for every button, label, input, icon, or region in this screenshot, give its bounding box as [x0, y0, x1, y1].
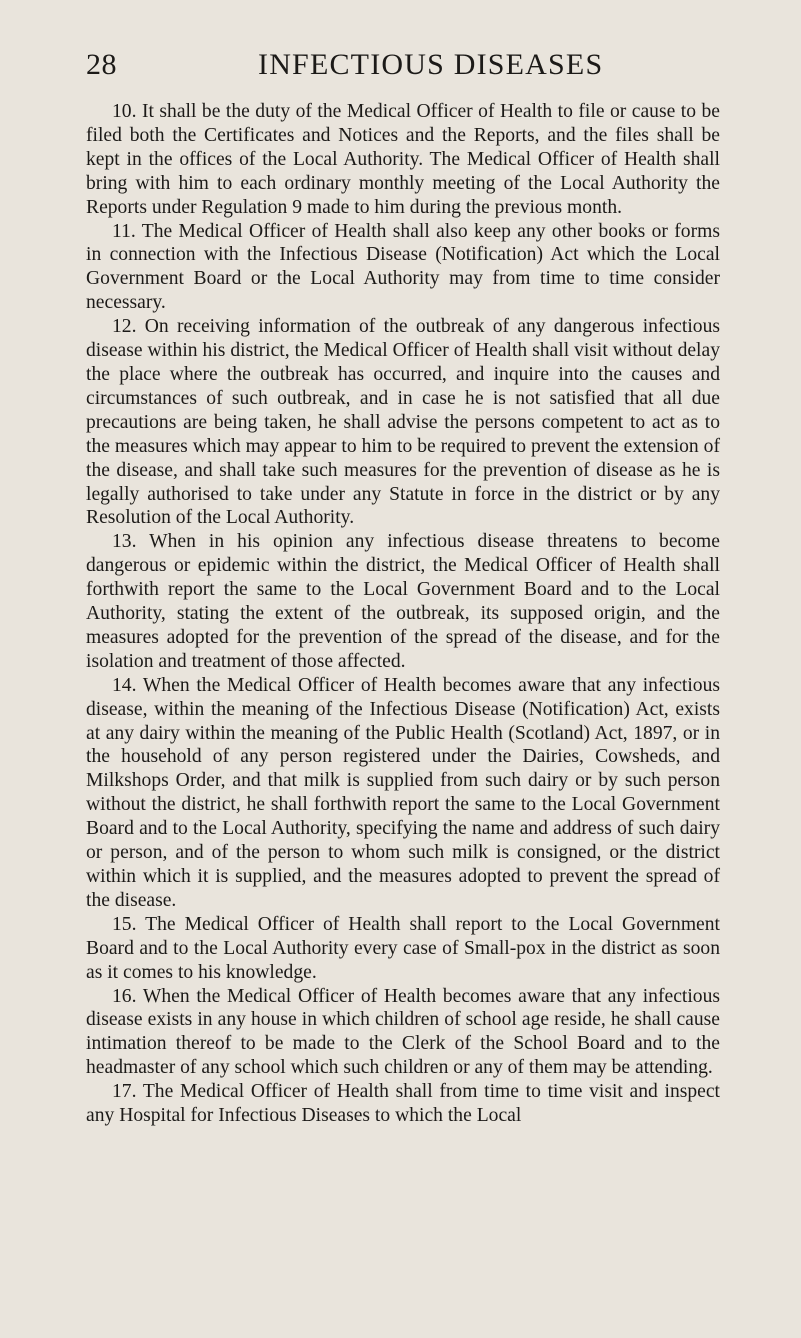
paragraph-15: 15. The Medical Officer of Health shall report to the Local Government Board and to the Local Authority every case of Small-pox in the district as soon as it comes to his knowledge. [86, 913, 720, 983]
body-text [86, 100, 720, 1128]
page-number: 28 [86, 48, 117, 81]
paragraph-11: 11. The Medical Officer of Health shall also keep any other books or forms in connection with the Infectious Disease (Notification) Act which the Local Government Board or the Local Authority may from time to time consider necessary. [86, 220, 720, 314]
paragraph-14: 14. When the Medical Officer of Health becomes aware that any infectious disease, within the meaning of the Infectious Disease (Notification) Act, exists at any dairy within the meaning of the Public Health (Scotland) Act, 1897, or in the household of any person registered under the Dairies, Cowsheds, and Milkshops Order, and that milk is supplied from such dairy or by such person without the district, he shall forthwith report the same to the Local Government Board and to the Local Authority, specifying the name and address of such dairy or person, and of the person to whom such milk is consigned, or the district within which it is supplied, and the measures adopted to prevent the spread of the disease. [86, 674, 720, 911]
paragraph-16: 16. When the Medical Officer of Health becomes aware that any infectious disease exists in any house in which children of school age reside, he shall cause intimation thereof to be made to the Clerk of the School Board and to the headmaster of any school which such children or any of them may be attending. [86, 985, 720, 1079]
page-header [86, 48, 726, 88]
paragraph-10: 10. It shall be the duty of the Medical Officer of Health to file or cause to be filed both the Certificates and Notices and the Reports, and the files shall be kept in the offices of the Local Authority. The Medical Officer of Health shall bring with him to each ordinary monthly meeting of the Local Authority the Reports under Regulation 9 made to him during the previous month. [86, 101, 720, 218]
paragraph-13: 13. When in his opinion any infectious disease threatens to become dangerous or epidemic within the district, the Medical Officer of Health shall forthwith report the same to the Local Government Board and to the Local Authority, stating the extent of the outbreak, its supposed origin, and the measures adopted for the prevention of the spread of the disease, and for the isolation and treatment of those affected. [86, 531, 720, 672]
running-head: INFECTIOUS DISEASES [258, 48, 604, 81]
paragraph-12: 12. On receiving information of the outbreak of any dangerous infectious disease within his district, the Medical Officer of Health shall visit without delay the place where the outbreak has occurred, and inquire into the causes and circumstances of such outbreak, and in case he is not satisfied that all due precautions are being taken, he shall advise the persons competent to act as to the measures which may appear to him to be required to prevent the extension of the disease, and shall take such measures for the prevention of disease as he is legally authorised to take under any Statute in force in the district or by any Resolution of the Local Authority. [86, 316, 720, 529]
paragraph-17: 17. The Medical Officer of Health shall from time to time visit and inspect any Hospital for Infectious Diseases to which the Local [86, 1081, 720, 1127]
